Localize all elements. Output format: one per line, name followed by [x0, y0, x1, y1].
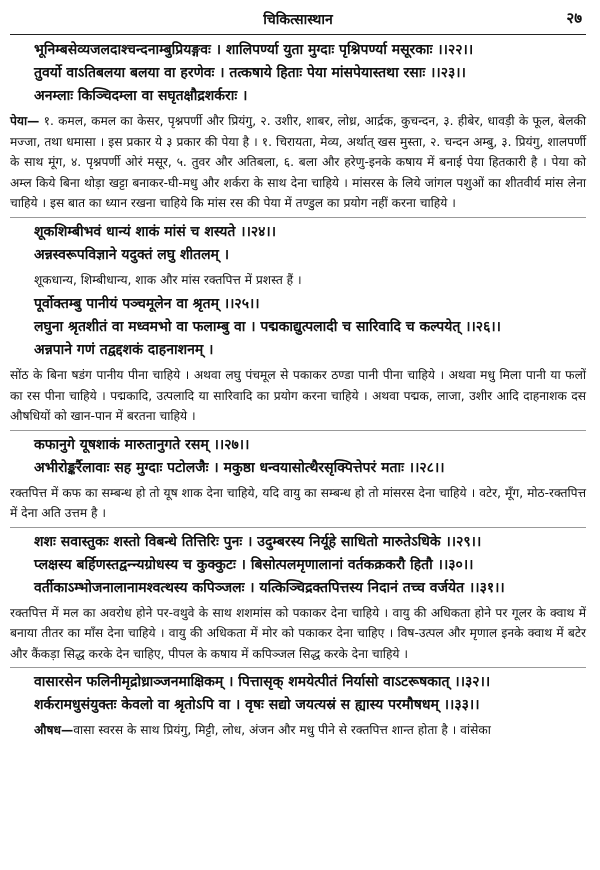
running-title: चिकित्सास्थान — [263, 12, 333, 28]
section-divider — [10, 667, 586, 668]
paragraph-text: शूकधान्य, शिम्बीधान्य, शाक और मांस रक्तपित्त में प्रशस्त हैं । — [34, 272, 302, 287]
commentary-paragraph — [10, 270, 586, 291]
section-divider — [10, 527, 586, 528]
paragraph-text: रक्तपित्त में मल का अवरोध होने पर-वथुवे के साथ शशमांस को पकाकर देना चाहिये । वायु की अधिकता होने पर गूलर के क्वाथ में बनाया तीतर का माँस देना चाहिये । वायु की अधिकता में मोर को पकाकर देना चाहिए । विष-उत्पल और मृणाल इनके क्वाथ में बटेर और कैंकड़ा सिद्ध करके देन चाहिए, पीपल के कषाय में कपिञ्जल सिद्ध करके देना चाहिये । — [10, 605, 586, 661]
section-divider — [10, 217, 586, 218]
sanskrit-verse-line: प्लक्षस्य बर्हिणस्तद्वन्न्यग्रोधस्य च कुक्कुटः । बिसोत्पलमृणालानां वर्तकक्रकरौ हितौ ।।३०।। — [34, 556, 474, 573]
sanskrit-verse-line: शर्करामधुसंयुक्तः केवलो वा श्रृतोऽपि वा । वृषः सद्यो जयत्यस्रं स ह्यास्य परमौषधम् ।।३३।। — [34, 697, 480, 713]
page-number: २७ — [566, 9, 582, 27]
sanskrit-verse-line: अन्नपाने गणं तद्वद्दशकं दाहनाशनम् । — [34, 342, 214, 358]
sanskrit-verse-line: लघुना श्रृतशीतं वा मध्वमभो वा फलाम्बु वा । पद्मकाद्युत्पलादी च सारिवादि च कल्पयेत् ।।२६।। — [34, 319, 501, 335]
paragraph-lead-label: पेया— — [10, 114, 40, 128]
sanskrit-verse-line: अन्नस्वरूपविज्ञाने यदुक्तं लघु शीतलम् । — [34, 246, 230, 263]
commentary-paragraph — [10, 111, 586, 214]
sanskrit-verse-line: वासारसेन फलिनीमृद्रोध्राञ्जनमाक्षिकम् । पित्तासृक् शमयेत्पीतं निर्यासो वाऽटरूषकात् ।।३२।। — [34, 674, 491, 690]
sanskrit-verse-line: शूकशिम्बीभवं धान्यं शाकं मांसं च शस्यते ।।२४।। — [34, 223, 277, 240]
sanskrit-verse-line: अभीरोङ्कर्रैलावाः सह मुग्दाः पटोलजैः । मकुष्ठा धन्वयासोत्थैरसृक्पित्तेपरं मताः ।।२८।। — [34, 459, 445, 476]
sanskrit-verse-line: शशः सवास्तुकः शस्तो विबन्धे तित्तिरिः पुनः । उदुम्बरस्य निर्यूहे साधितो मारुतेऽधिके ।।२९।। — [34, 533, 482, 550]
page-header — [10, 0, 586, 35]
paragraph-text: सोंठ के बिना षडंग पानीय पीना चाहिये । अथवा लघु पंचमूल से पकाकर ठण्डा पानी पीना चाहिये । अथवा मधु मिला पानी या फलों का रस पीना चाहिये । पद्मकादि, उत्पलादि या सारिवादि का प्रयोग करना चाहिये । अथवा पद्मक, लाजा, उशीर आदि दाहनाशक दस औषधियों को खान-पान में बरतना चाहिये । — [10, 368, 586, 423]
page-content — [10, 39, 586, 741]
sanskrit-verse-line: पूर्वोक्तम्बु पानीयं पञ्चमूलेन वा श्रृतम् ।।२५।। — [34, 296, 260, 312]
sanskrit-verse-line: वर्तीकाऽम्भोजनालानामश्वत्थस्य कपिञ्जलः । यत्किञ्चिद्रक्तपित्तस्य निदानं तच्च वर्जयेत ।।३१।। — [34, 579, 505, 596]
section-divider — [10, 430, 586, 431]
sanskrit-verse-line: तुवर्यो वाऽतिबलया बलया वा हरणेवः । तत्कषाये हिताः पेया मांसपेयास्तथा रसाः ।।२३।। — [34, 65, 466, 81]
commentary-paragraph — [10, 603, 586, 665]
paragraph-lead-label: औषध— — [34, 723, 74, 737]
sanskrit-verse-line: अनम्लाः किञ्चिदम्ला वा सघृतक्षौद्रशर्कराः । — [34, 88, 248, 104]
sanskrit-verse-line: कफानुगे यूषशाकं मारुतानुगते रसम् ।।२७।। — [34, 436, 250, 453]
paragraph-text: १. कमल, कमल का केसर, पृश्नपर्णी और प्रियंगु, २. उशीर, शाबर, लोध्र, आर्द्रक, कुचन्दन, ३. हीबेर, धावड़ी के फूल, बेलकी मज्जा, तथा धमासा । इस प्रकार ये ३ प्रकार की पेया है । १. चिरायता, मेव्य, अर्थात् खस मुस्ता, २. चन्दन अम्बु, ३. प्रियंगु, शालपर्णी के साथ मूंग, ४. पृश्नपर्णी ओरं मसूर, ५. तुवर और अतिबला, ६. बला और हरेणु-इनके कषाय में बनाई पेया हितकारी है । पेया को अम्ल किये बिना थोड़ा खट्टा बनाकर-घी-मधु और शर्करा के साथ देना चाहिये । मांसरस के लिये जांगल पशुओं का शीतवीर्य मांस लेना चाहिये । इस बात का ध्यान रखना चाहिये कि मांस रस की पेया में तण्डुल का प्रयोग नहीं करना चाहिये । — [10, 114, 586, 210]
commentary-paragraph — [10, 483, 586, 524]
commentary-paragraph — [10, 365, 586, 427]
commentary-paragraph — [10, 720, 586, 741]
paragraph-text: रक्तपित्त में कफ का सम्बन्ध हो तो यूष शाक देना चाहिये, यदि वायु का सम्बन्ध हो तो मांसरस देना चाहिये । वटेर, मूँग, मोठ-रक्तपित्त में देना अति उत्तम है । — [10, 485, 586, 520]
paragraph-text: वासा स्वरस के साथ प्रियंगु, मिट्टी, लोध, अंजन और मधु पीने से रक्तपित्त शान्त होता है । वांसेका — [73, 723, 491, 737]
sanskrit-verse-line: भूनिम्बसेव्यजलदाश्चन्दनाम्बुप्रियङ्गवः । शालिपर्ण्या युता मुग्दाः पृश्निपर्ण्या मसूरकाः ।।२२।। — [34, 42, 474, 58]
